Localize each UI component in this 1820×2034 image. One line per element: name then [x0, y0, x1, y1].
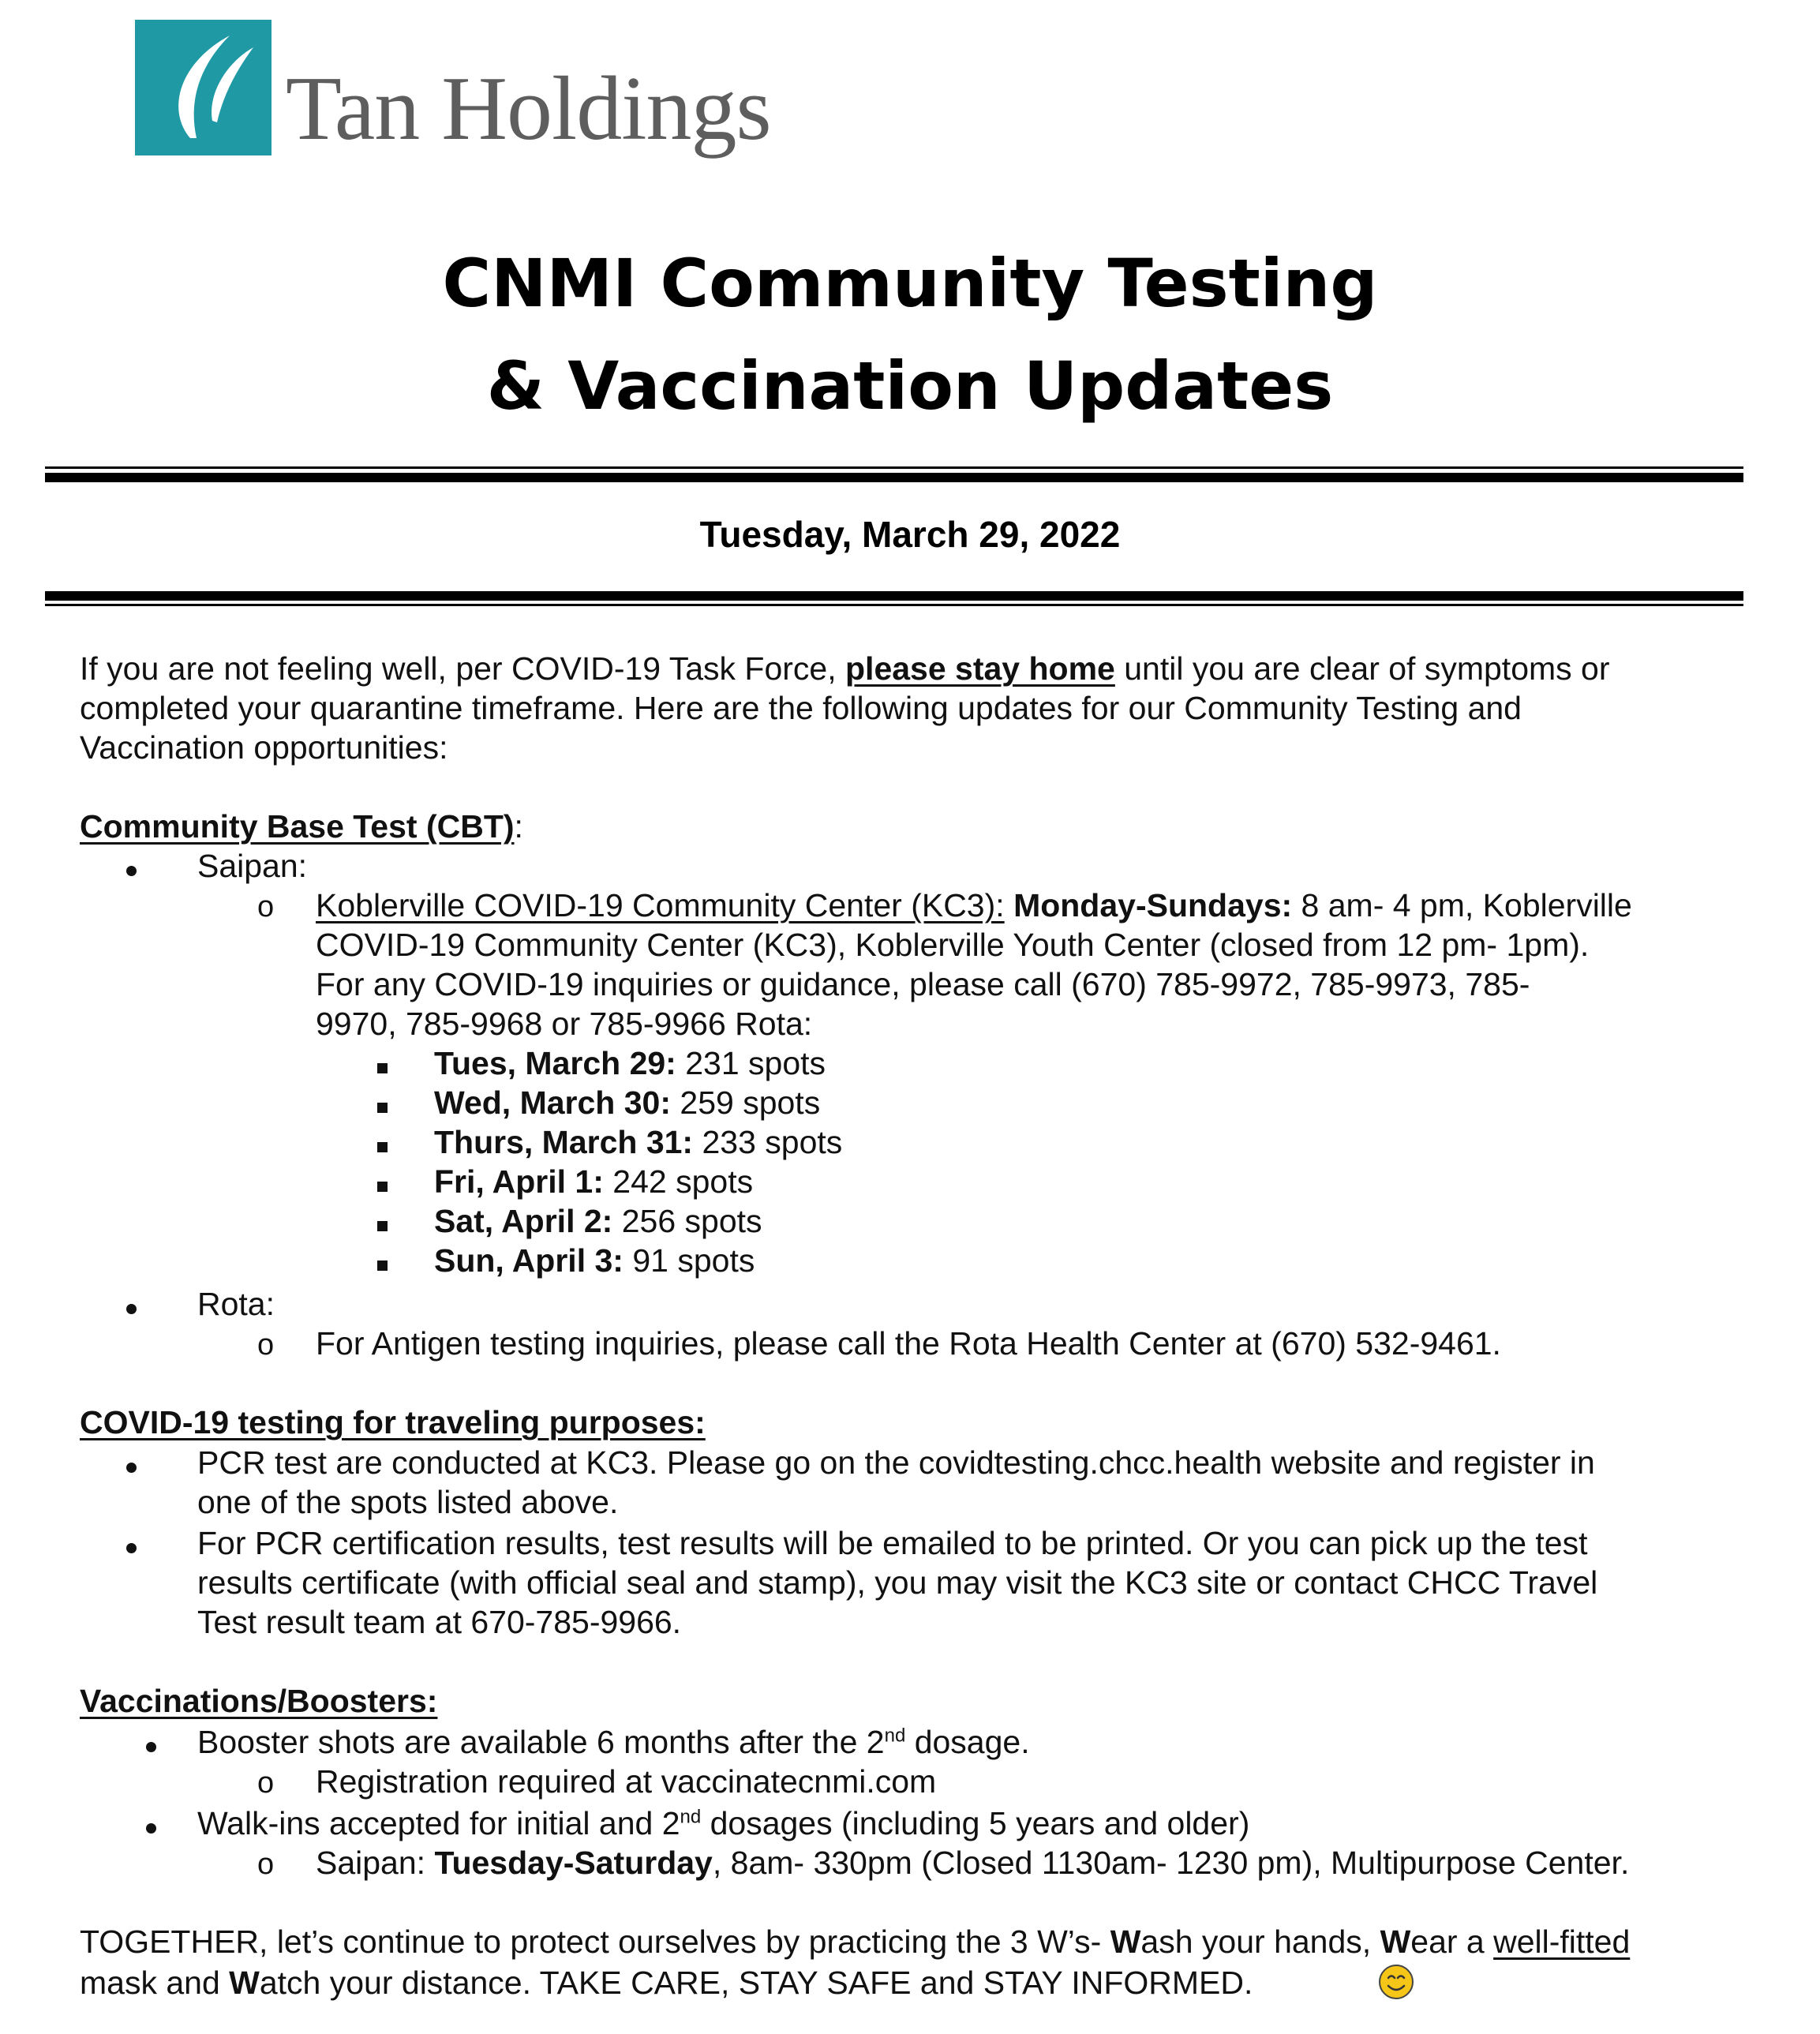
page-title-line1: CNMI Community Testing: [442, 245, 1378, 322]
logo-leaf-icon: [135, 20, 272, 155]
saipan-vaccination-item: Saipan: Tuesday-Saturday, 8am- 330pm (Closed 1130am- 1230 pm), Multipurpose Center.: [316, 1845, 1630, 1881]
kc3-location-name: Koblerville COVID-19 Community Center (KC3):: [316, 887, 1005, 923]
bullet-circle: o: [257, 1848, 275, 1881]
divider-thick-top: [45, 473, 1743, 482]
booster-item: Booster shots are available 6 months after the 2nd dosage.: [197, 1724, 1030, 1760]
schedule-item: Fri, April 1: 242 spots: [434, 1163, 754, 1200]
update-date: Tuesday, March 29, 2022: [699, 514, 1121, 555]
walkins-item: Walk-ins accepted for initial and 2nd dosages (including 5 years and older): [197, 1805, 1250, 1841]
travel-heading: COVID-19 testing for traveling purposes:: [80, 1404, 706, 1440]
bullet-circle: o: [257, 1766, 275, 1800]
smiley-icon: [1377, 1963, 1415, 2001]
kc3-line-4: 9970, 785-9968 or 785-9966 Rota:: [316, 1006, 813, 1042]
bullet-square: [377, 1103, 388, 1113]
schedule-item: Thurs, March 31: 233 spots: [434, 1124, 843, 1160]
kc3-line-2: COVID-19 Community Center (KC3), Koblerville Youth Center (closed from 12 pm- 1pm).: [316, 927, 1590, 963]
bullet-circle: o: [257, 1328, 275, 1362]
bullet-square: [377, 1221, 388, 1231]
stay-home-emphasis: please stay home: [845, 650, 1115, 687]
bullet-dot: [126, 1304, 137, 1314]
intro-line-3: Vaccination opportunities:: [80, 729, 448, 766]
bullet-square: [377, 1182, 388, 1192]
schedule-item: Sun, April 3: 91 spots: [434, 1242, 755, 1279]
bullet-square: [377, 1142, 388, 1152]
travel-item-2-line-1: For PCR certification results, test results will be emailed to be printed. Or you can pick up the test: [197, 1525, 1588, 1561]
registration-item: Registration required at vaccinatecnmi.com: [316, 1763, 937, 1800]
schedule-item: Wed, March 30: 259 spots: [434, 1084, 821, 1121]
travel-item-2-line-2: results certificate (with official seal and stamp), you may visit the KC3 site or contact CHCC Travel: [197, 1564, 1598, 1601]
saipan-label: Saipan:: [197, 848, 308, 884]
travel-item-2-line-3: Test result team at 670-785-9966.: [197, 1604, 682, 1640]
closing-line-1: TOGETHER, let’s continue to protect ourselves by practicing the 3 W’s- Wash your hands, Wear a well-fitted: [80, 1923, 1631, 1960]
schedule-item: Sat, April 2: 256 spots: [434, 1203, 762, 1239]
travel-item-1-line-1: PCR test are conducted at KC3. Please go on the covidtesting.chcc.health website and register in: [197, 1444, 1595, 1481]
closing-line-2: mask and Watch your distance. TAKE CARE, STAY SAFE and STAY INFORMED.: [80, 1965, 1253, 2001]
vaccinations-heading: Vaccinations/Boosters:: [80, 1683, 438, 1719]
bullet-square: [377, 1063, 388, 1073]
bullet-dot: [146, 1742, 156, 1752]
well-fitted-emphasis: well-fitted: [1493, 1923, 1631, 1960]
bullet-dot: [146, 1823, 156, 1834]
intro-line-2: completed your quarantine timeframe. Here are the following updates for our Community Testing and: [80, 690, 1522, 726]
intro-line-1: If you are not feeling well, per COVID-19 Task Force, please stay home until you are clear of symptoms or: [80, 650, 1610, 687]
kc3-line-1: Koblerville COVID-19 Community Center (KC3): Monday-Sundays: 8 am- 4 pm, Koblerville: [316, 887, 1632, 923]
divider-thin-bottom: [45, 604, 1743, 606]
logo-text: Tan Holdings: [286, 58, 771, 159]
rota-info: For Antigen testing inquiries, please call the Rota Health Center at (670) 532-9461.: [316, 1325, 1501, 1362]
travel-item-1-line-2: one of the spots listed above.: [197, 1484, 619, 1520]
bullet-dot: [126, 1543, 137, 1553]
schedule-item: Tues, March 29: 231 spots: [434, 1045, 826, 1081]
kc3-line-3: For any COVID-19 inquiries or guidance, please call (670) 785-9972, 785-9973, 785-: [316, 966, 1530, 1002]
cbt-heading: Community Base Test (CBT):: [80, 808, 523, 845]
rota-label: Rota:: [197, 1286, 275, 1322]
divider-thick-bottom: [45, 591, 1743, 601]
bullet-dot: [126, 866, 137, 876]
bullet-dot: [126, 1463, 137, 1473]
bullet-circle: o: [257, 890, 275, 923]
tan-holdings-logo-mark: [135, 20, 272, 155]
bullet-square: [377, 1260, 388, 1271]
page-title-line2: & Vaccination Updates: [486, 347, 1334, 425]
divider-thin-top: [45, 466, 1743, 469]
